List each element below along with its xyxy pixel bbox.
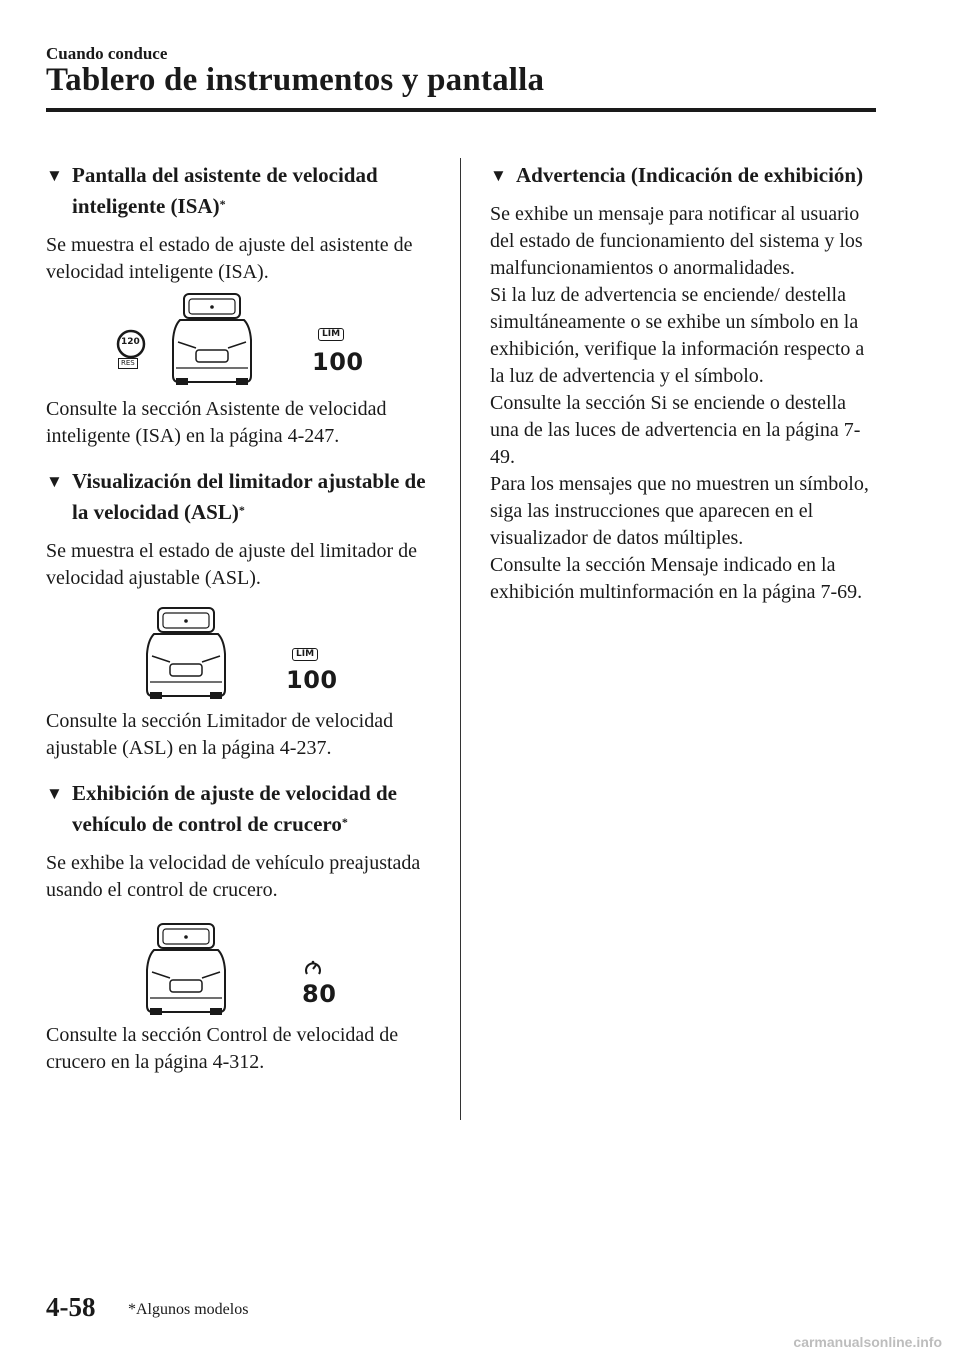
isa-speed-value: 100 (312, 348, 364, 376)
some-models-marker: * (238, 503, 245, 517)
isa-res-label: RES (118, 358, 138, 369)
isa-heading (46, 160, 438, 222)
column-divider (460, 158, 461, 1120)
cruise-heading-text: Exhibición de ajuste de velocidad de vehículo de control de crucero (72, 781, 397, 836)
cruise-intro: Se exhibe la velocidad de vehículo preajustada usando el control de crucero. (46, 852, 421, 901)
page-number: 4-58 (46, 1292, 96, 1322)
title-rule (46, 108, 876, 112)
lim-badge: LIM (292, 648, 318, 661)
asl-reference: Consulte la sección Limitador de velocidad ajustable (ASL) en la página 4-237. (46, 710, 394, 759)
asl-speed-value: 100 (286, 666, 338, 694)
isa-figure (46, 286, 438, 396)
warning-heading (490, 160, 876, 191)
some-models-marker: * (341, 815, 348, 829)
asl-intro: Se muestra el estado de ajuste del limitador de velocidad ajustable (ASL). (46, 540, 417, 589)
isa-intro: Se muestra el estado de ajuste del asistente de velocidad inteligente (ISA). (46, 234, 413, 283)
triangle-bullet-icon: ▼ (490, 166, 507, 185)
warning-paragraph: Consulte la sección Mensaje indicado en la exhibición multinformación en la página 7-69. (490, 554, 863, 603)
cruise-control-icon (304, 960, 322, 978)
section-label: Cuando conduce (46, 44, 168, 63)
triangle-bullet-icon: ▼ (46, 166, 63, 185)
asl-heading-text: Visualización del limitador ajustable de la velocidad (ASL) (72, 469, 426, 524)
isa-reference: Consulte la sección Asistente de velocidad inteligente (ISA) en la página 4-247. (46, 398, 387, 447)
cruise-heading (46, 778, 438, 840)
warning-paragraph: Si la luz de advertencia se enciende/ destella simultáneamente o se exhibe un símbolo en la exhibición, verifique la información respecto a la luz de advertencia y el símbolo. (490, 284, 865, 387)
car-rear-icon (144, 922, 228, 1016)
watermark: carmanualsonline.info (793, 1334, 942, 1350)
warning-paragraph: Para los mensajes que no muestren un símbolo, siga las instrucciones que aparecen en el visualizador de datos múltiples. (490, 473, 869, 549)
cruise-reference: Consulte la sección Control de velocidad de crucero en la página 4-312. (46, 1024, 399, 1073)
footnote: *Algunos modelos (128, 1301, 249, 1318)
asl-heading (46, 466, 438, 528)
warning-body (490, 201, 876, 606)
cruise-speed-value: 80 (302, 980, 337, 1008)
left-column (46, 160, 438, 1076)
lim-badge: LIM (318, 328, 344, 341)
warning-heading-text: Advertencia (Indicación de exhibición) (516, 163, 864, 187)
page-title: Tablero de instrumentos y pantalla (46, 62, 545, 98)
asl-figure (46, 592, 438, 708)
isa-heading-text: Pantalla del asistente de velocidad inteligente (ISA) (72, 163, 378, 218)
triangle-bullet-icon: ▼ (46, 784, 63, 803)
some-models-marker: * (219, 197, 226, 211)
warning-paragraph: Consulte la sección Si se enciende o destella una de las luces de advertencia en la página 7-49. (490, 392, 861, 468)
triangle-bullet-icon: ▼ (46, 472, 63, 491)
car-rear-icon (144, 606, 228, 700)
right-column (490, 160, 876, 606)
warning-paragraph: Se exhibe un mensaje para notificar al usuario del estado de funcionamiento del sistema y los malfuncionamientos o anormalidades. (490, 203, 863, 279)
cruise-figure (46, 904, 438, 1022)
isa-res-speed: 120 (121, 337, 140, 347)
car-rear-icon (170, 292, 254, 386)
